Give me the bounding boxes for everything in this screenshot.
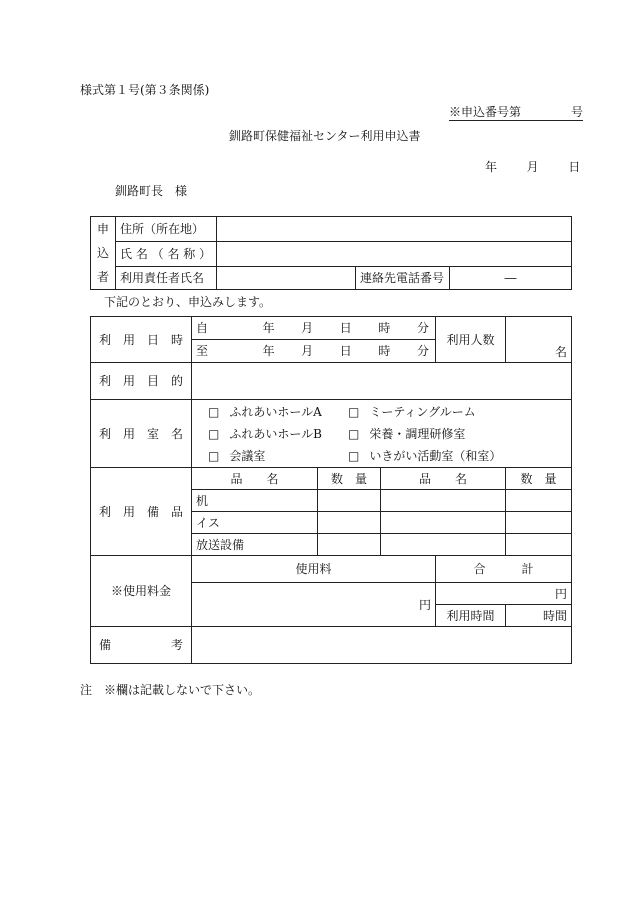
- datetime-label: 利 用 日 時: [91, 317, 192, 363]
- equipment-qty-header: 数 量: [318, 468, 381, 490]
- equipment-qty-field[interactable]: [318, 512, 381, 534]
- equipment-qty-field[interactable]: [318, 534, 381, 556]
- applicant-char-1: 申: [96, 222, 109, 236]
- form-number: 様式第１号(第３条関係): [80, 83, 210, 97]
- people-unit: 名: [555, 345, 568, 359]
- from-year-unit: 年: [262, 321, 275, 335]
- usage-fee-header: 使用料: [192, 556, 436, 583]
- equipment-qty-header-2: 数 量: [506, 468, 572, 490]
- from-minute-unit: 分: [416, 321, 429, 335]
- room-option-label: 会議室: [229, 448, 266, 463]
- checkbox-icon[interactable]: □: [208, 404, 220, 419]
- from-label: 自: [196, 321, 209, 335]
- purpose-label: 利 用 目 的: [91, 363, 192, 400]
- room-option-conference-room[interactable]: [208, 449, 348, 463]
- applicant-side-label: [91, 217, 116, 290]
- rooms-options: [192, 400, 572, 468]
- application-number-prefix: ※申込番号第: [449, 105, 522, 119]
- hours-field[interactable]: [506, 605, 572, 627]
- equipment-extra-qty-field[interactable]: [506, 490, 572, 512]
- responsible-label: 利用責任者氏名: [116, 267, 217, 290]
- checkbox-icon[interactable]: □: [348, 404, 360, 419]
- equipment-qty-field[interactable]: [318, 490, 381, 512]
- application-date[interactable]: [485, 160, 580, 174]
- hours-unit: 時間: [543, 608, 568, 623]
- to-month-unit: 月: [301, 344, 314, 358]
- total-field[interactable]: [436, 583, 572, 605]
- total-yen: 円: [555, 586, 568, 601]
- addressee: 釧路町長 様: [115, 184, 188, 198]
- to-label: 至: [196, 344, 209, 358]
- remarks-label: 備 考: [91, 627, 192, 664]
- name-label: 氏 名 （ 名 称 ）: [116, 242, 217, 267]
- intro-text: 下記のとおり、申込みします。: [104, 295, 272, 309]
- room-option-label: ふれあいホールA: [229, 404, 322, 419]
- equipment-label: 利 用 備 品: [91, 468, 192, 556]
- fee-label: ※使用料金: [91, 556, 192, 627]
- equipment-extra-qty-field[interactable]: [506, 534, 572, 556]
- from-datetime[interactable]: [192, 317, 436, 340]
- date-year-unit: 年: [485, 160, 498, 174]
- checkbox-icon[interactable]: □: [208, 448, 220, 463]
- responsible-field[interactable]: [217, 267, 356, 290]
- room-option-label: ふれあいホールB: [229, 426, 322, 441]
- room-option-label: ミーティングルーム: [369, 404, 476, 419]
- name-field[interactable]: [217, 242, 572, 267]
- note-text: 注 ※欄は記載しないで下さい。: [80, 683, 261, 697]
- room-option-cooking-room[interactable]: [348, 427, 465, 441]
- from-day-unit: 日: [339, 321, 352, 335]
- checkbox-icon[interactable]: □: [208, 426, 220, 441]
- application-number-suffix: 号: [571, 105, 584, 119]
- applicant-char-2: 込: [96, 246, 109, 260]
- room-option-meeting-room[interactable]: [348, 405, 476, 419]
- to-hour-unit: 時: [378, 344, 391, 358]
- equipment-item-desk: 机: [192, 490, 318, 512]
- applicant-char-3: 者: [96, 270, 109, 284]
- equipment-name-header-2: 品 名: [381, 468, 506, 490]
- remarks-field[interactable]: [192, 627, 572, 664]
- phone-label: 連絡先電話番号: [356, 267, 450, 290]
- usage-fee-field[interactable]: [192, 583, 436, 627]
- room-option-hall-a[interactable]: [208, 405, 348, 419]
- phone-dash: ―: [504, 271, 517, 286]
- address-field[interactable]: [217, 217, 572, 242]
- purpose-field[interactable]: [192, 363, 572, 400]
- hours-label: 利用時間: [436, 605, 506, 627]
- equipment-item-pa: 放送設備: [192, 534, 318, 556]
- date-day-unit: 日: [568, 160, 581, 174]
- equipment-name-header: 品 名: [192, 468, 318, 490]
- equipment-extra-qty-field[interactable]: [506, 512, 572, 534]
- applicant-table: [90, 216, 572, 290]
- phone-field[interactable]: [450, 267, 572, 290]
- equipment-item-chair: イス: [192, 512, 318, 534]
- to-datetime[interactable]: [192, 340, 436, 363]
- room-option-label: 栄養・調理研修室: [369, 426, 466, 441]
- room-option-activity-room[interactable]: [348, 449, 501, 463]
- total-header: 合 計: [436, 556, 572, 583]
- application-number: [449, 105, 583, 119]
- checkbox-icon[interactable]: □: [348, 448, 360, 463]
- people-label: 利用人数: [436, 317, 506, 363]
- application-number-line: [449, 105, 583, 121]
- people-field[interactable]: [506, 317, 572, 363]
- form-title: 釧路町保健福祉センター利用申込書: [229, 129, 421, 143]
- room-option-hall-b[interactable]: [208, 427, 348, 441]
- from-month-unit: 月: [301, 321, 314, 335]
- to-year-unit: 年: [262, 344, 275, 358]
- rooms-label: 利 用 室 名: [91, 400, 192, 468]
- address-label: 住所（所在地）: [116, 217, 217, 242]
- room-option-label: いきがい活動室（和室）: [369, 448, 502, 463]
- equipment-extra-name-field[interactable]: [381, 534, 506, 556]
- to-day-unit: 日: [339, 344, 352, 358]
- equipment-extra-name-field[interactable]: [381, 512, 506, 534]
- date-month-unit: 月: [526, 160, 539, 174]
- to-minute-unit: 分: [416, 344, 429, 358]
- checkbox-icon[interactable]: □: [348, 426, 360, 441]
- usage-table: [90, 316, 572, 664]
- usage-fee-yen: 円: [419, 597, 432, 612]
- from-hour-unit: 時: [378, 321, 391, 335]
- equipment-extra-name-field[interactable]: [381, 490, 506, 512]
